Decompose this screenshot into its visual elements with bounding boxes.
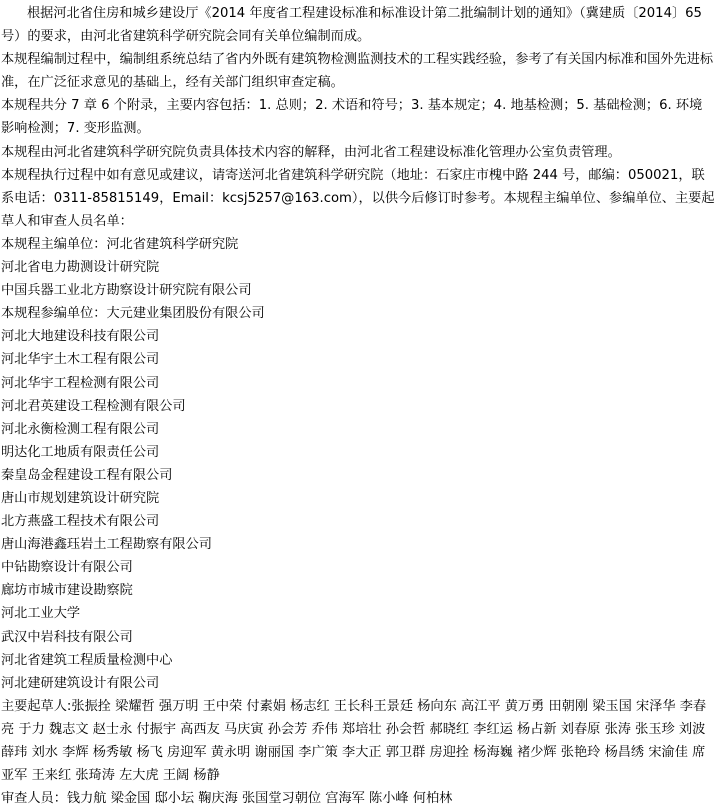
- participating-unit-line: 河北华宇工程检测有限公司: [1, 375, 160, 391]
- participating-unit-line: 北方燕盛工程技术有限公司: [1, 514, 160, 530]
- participating-unit-line: 唐山市规划建筑设计研究院: [1, 490, 160, 506]
- participating-unit-line: 秦皇岛金程建设工程有限公司: [1, 467, 173, 483]
- participating-unit-line: 河北大地建设科技有限公司: [1, 329, 160, 345]
- participating-unit: 本规程参编单位：大元建业集团股份有限公司: [1, 306, 265, 322]
- paragraph-feedback: 本规程执行过程中如有意见或建议，请寄送河北省建筑科学研究院（地址：石家庄市槐中路 244 号，邮编：050021，联系电话：0311-85815149，Email：kcsj5257@163.com），以供今后修订时参考。本规程主编单位、参编单位、主要起草人和审查人员名单：: [1, 167, 715, 229]
- participating-unit-line: 唐山海港鑫珏岩土工程勘察有限公司: [1, 537, 212, 553]
- participating-unit-line: 河北建研建筑设计有限公司: [1, 675, 160, 691]
- reviewers: 审查人员：钱力航 梁金国 邸小坛 鞠庆海 张国堂习朝位 宫海军 陈小峰 何柏林: [1, 791, 453, 807]
- participating-unit-line: 中钻勘察设计有限公司: [1, 560, 133, 576]
- participating-unit-line: 河北工业大学: [1, 606, 81, 622]
- participating-unit-line: 明达化工地质有限责任公司: [1, 444, 160, 460]
- participating-unit-line: 河北省建筑工程质量检测中心: [1, 652, 173, 668]
- participating-unit-line: 河北华宇土木工程有限公司: [1, 352, 160, 368]
- participating-unit-line: 河北君英建设工程检测有限公司: [1, 398, 186, 414]
- paragraph-interpretation: 本规程由河北省建筑科学研究院负责具体技术内容的解释，由河北省工程建设标准化管理办公室负责管理。: [1, 144, 621, 160]
- chief-editor-unit-line: 河北省电力勘测设计研究院: [1, 260, 160, 276]
- main-drafters: 主要起草人:张振拴 梁耀哲 强万明 王中荣 付素娟 杨志红 王长科王景廷 杨向东 高江平 黄万勇 田朝刚 梁玉国 宋泽华 李春亮 于力 魏志文 赵士永 付振宇 高西友 马庆寅 孙会芳 乔伟 郑培壮 孙会哲 郝晓红 李红运 杨占新 刘春原 张涛 张玉珍 刘波 薛玮 刘水 李辉 杨秀敏 杨飞 房迎军 黄永明 谢丽国 李广策 李大正 郭卫群 房迎拴 杨海巍 褚少辉 张艳玲 杨昌绣 宋渝佳 席亚军 王来红 张琦涛 左大虎 王阔 杨静: [1, 698, 707, 784]
- paragraph-compilation: 本规程编制过程中，编制组系统总结了省内外既有建筑物检测监测技术的工程实践经验，参考了有关国内标准和国外先进标准，在广泛征求意见的基础上，经有关部门组织审查定稿。: [1, 52, 714, 91]
- participating-unit-line: 武汉中岩科技有限公司: [1, 629, 133, 645]
- paragraph-intro: 根据河北省住房和城乡建设厅《2014 年度省工程建设标准和标准设计第二批编制计划的通知》（冀建质〔2014〕65 号）的要求，由河北省建筑科学研究院会同有关单位编制而成。: [1, 6, 702, 45]
- chief-editor-unit: 本规程主编单位：河北省建筑科学研究院: [1, 236, 239, 252]
- participating-unit-line: 廊坊市城市建设勘察院: [1, 583, 133, 599]
- paragraph-contents: 本规程共分 7 章 6 个附录，主要内容包括：1. 总则；2. 术语和符号；3. 基本规定；4. 地基检测；5. 基础检测；6. 环境影响检测；7. 变形监测。: [1, 98, 703, 137]
- participating-unit-line: 河北永衡检测工程有限公司: [1, 421, 160, 437]
- chief-editor-unit-line: 中国兵器工业北方勘察设计研究院有限公司: [1, 283, 252, 299]
